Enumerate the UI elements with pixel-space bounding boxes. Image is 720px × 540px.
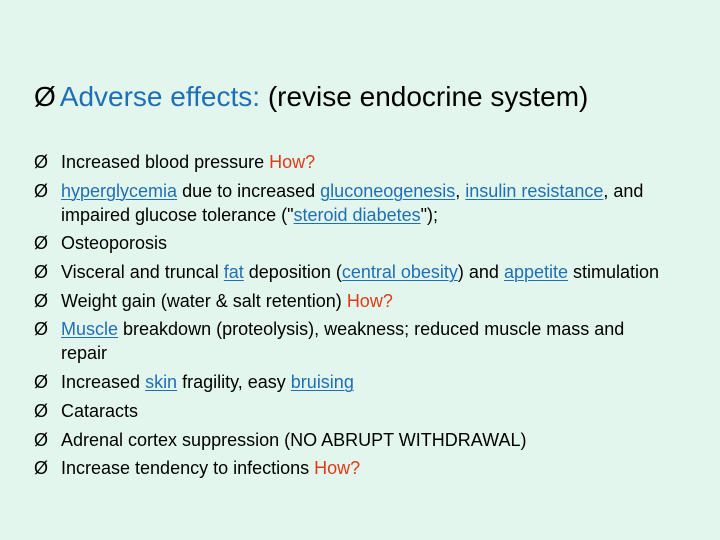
item-text: ) and xyxy=(457,262,504,283)
title-detail: (revise endocrine system) xyxy=(260,81,589,112)
list-item xyxy=(34,150,674,174)
item-text: due to increased xyxy=(177,180,321,201)
item-text: Visceral and truncal xyxy=(61,262,224,283)
hyperlink[interactable]: steroid diabetes xyxy=(293,204,421,225)
item-text: Cataracts xyxy=(61,400,139,421)
hyperlink[interactable]: hyperglycemia xyxy=(61,180,178,201)
list-item xyxy=(34,231,674,255)
hyperlink[interactable]: insulin resistance xyxy=(465,180,604,201)
adverse-effects-list xyxy=(34,150,674,485)
arrow-bullet-icon: Ø xyxy=(34,319,49,340)
list-item xyxy=(34,370,674,394)
list-item xyxy=(34,399,674,423)
list-item xyxy=(34,179,674,227)
item-text: , and impaired glucose tolerance (" xyxy=(61,180,644,225)
hyperlink[interactable]: skin xyxy=(145,372,178,393)
list-item xyxy=(34,456,674,480)
arrow-bullet-icon: Ø xyxy=(34,372,49,393)
item-text: Increased xyxy=(61,372,146,393)
list-item xyxy=(34,260,674,284)
hyperlink[interactable]: gluconeogenesis xyxy=(320,180,456,201)
arrow-bullet-icon: Ø xyxy=(34,429,49,450)
arrow-bullet-icon: Ø xyxy=(34,180,49,201)
item-text: Weight gain (water & salt retention) xyxy=(61,290,347,311)
item-text: fragility, easy xyxy=(177,372,291,393)
item-text: deposition ( xyxy=(243,262,342,283)
hyperlink[interactable]: Muscle xyxy=(61,319,119,340)
item-text: Increased blood pressure xyxy=(61,152,270,172)
item-text: Adrenal cortex suppression (NO ABRUPT WITHDRAWAL) xyxy=(61,429,527,450)
slide-title xyxy=(34,80,588,114)
arrow-bullet-icon: Ø xyxy=(34,262,49,283)
item-text: breakdown (proteolysis), weakness; reduced muscle mass and repair xyxy=(61,319,625,364)
list-item xyxy=(34,289,674,313)
hyperlink[interactable]: central obesity xyxy=(341,262,458,283)
how-question-text: How? xyxy=(269,152,316,172)
item-text: stimulation xyxy=(568,262,660,283)
arrow-bullet-icon: Ø xyxy=(34,81,56,112)
list-item xyxy=(34,317,674,365)
hyperlink[interactable]: appetite xyxy=(503,262,568,283)
item-text: , xyxy=(455,180,466,201)
list-item xyxy=(34,428,674,452)
arrow-bullet-icon: Ø xyxy=(34,290,49,311)
arrow-bullet-icon: Ø xyxy=(34,152,49,172)
title-label: Adverse effects: xyxy=(59,81,261,112)
item-text: "); xyxy=(420,204,438,225)
item-text: Increase tendency to infections xyxy=(61,458,315,479)
arrow-bullet-icon: Ø xyxy=(34,458,49,479)
arrow-bullet-icon: Ø xyxy=(34,233,49,254)
how-question-text: How? xyxy=(346,290,393,311)
hyperlink[interactable]: fat xyxy=(223,262,244,283)
hyperlink[interactable]: bruising xyxy=(290,372,354,393)
arrow-bullet-icon: Ø xyxy=(34,400,49,421)
how-question-text: How? xyxy=(314,458,361,479)
item-text: Osteoporosis xyxy=(61,233,168,254)
